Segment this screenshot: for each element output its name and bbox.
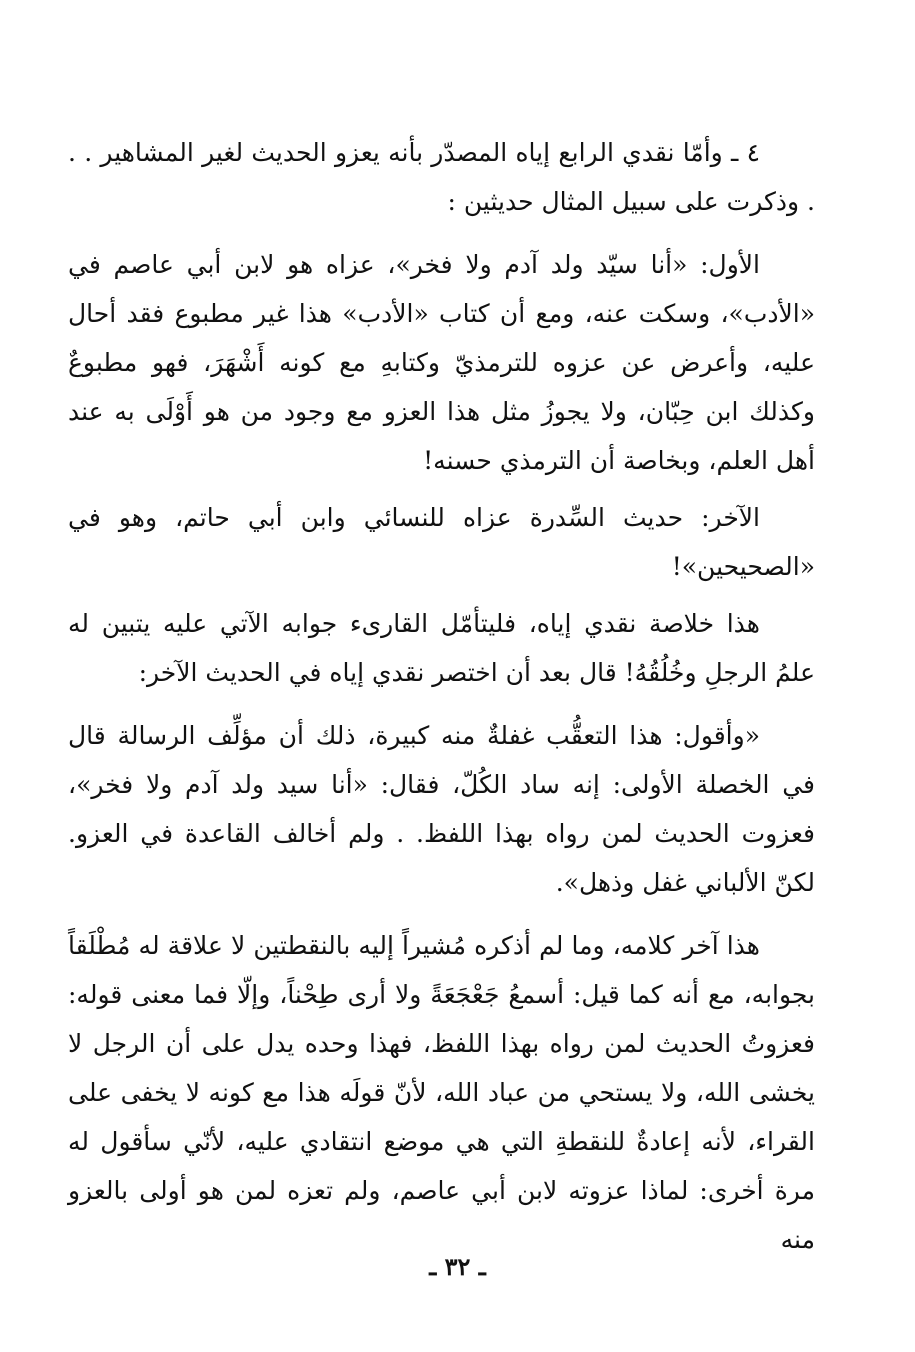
- paragraph-first-hadith: الأول: «أنا سيّد ولد آدم ولا فخر»، عزاه هو لابن أبي عاصم في «الأدب»، وسكت عنه، ومع أن كتاب «الأدب» هذا غير مطبوع فقد أحال عليه، وأعرض عن عزوه للترمذيّ وكتابهِ مع كونه أَشْهَرَ، فهو مطبوعٌ وكذلك ابن حِبّان، ولا يجوزُ مثل هذا العزو مع وجود من هو أَوْلَى به عند أهل العلم، وبخاصة أن الترمذي حسنه!: [68, 250, 815, 475]
- paragraph-response: هذا آخر كلامه، وما لم أذكره مُشيراً إليه بالنقطتين لا علاقة له مُطْلَقاً بجوابه، مع أنه كما قيل: أسمعُ جَعْجَعَةً ولا أرى طِحْناً، وإلّا فما معنى قوله: فعزوتُ الحديث لمن رواه بهذا اللفظ، فهذا وحده يدل على أن الرجل لا يخشى الله، ولا يستحي من عباد الله، لأنّ قولَه هذا مع كونه لا يخفى على القراء، لأنه إعادةٌ للنقطةِ التي هي موضع انتقادي عليه، لأنّي سأقول له مرة أخرى: لماذا عزوته لابن أبي عاصم، ولم تعزه لمن هو أولى بالعزو منه: [68, 931, 815, 1254]
- page-number: ـ ٣٢ ـ: [429, 1252, 486, 1281]
- paragraph-summary: هذا خلاصة نقدي إياه، فليتأمّل القارىء جوابه الآتي عليه يتبين له علمُ الرجلِ وخُلُقُهُ! قال بعد أن اختصر نقدي إياه في الحديث الآخر:: [68, 609, 815, 687]
- paragraph-quoted-reply: «وأقول: هذا التعقُّب غفلةٌ منه كبيرة، ذلك أن مؤلِّف الرسالة قال في الخصلة الأولى: إنه ساد الكُلّ، فقال: «أنا سيد ولد آدم ولا فخر»، فعزوت الحديث لمن رواه بهذا اللفظ. . ولم أخالف القاعدة في العزو. لكنّ الألباني غفل وذهل».: [68, 721, 815, 897]
- page-body: [68, 128, 815, 1264]
- paragraph-second-hadith: الآخر: حديث السِّدرة عزاه للنسائي وابن أبي حاتم، وهو في «الصحيحين»!: [68, 503, 815, 581]
- paragraph-point-four: ٤ ـ وأمّا نقدي الرابع إياه المصدّر بأنه يعزو الحديث لغير المشاهير . . . وذكرت على سبيل المثال حديثين :: [68, 138, 815, 216]
